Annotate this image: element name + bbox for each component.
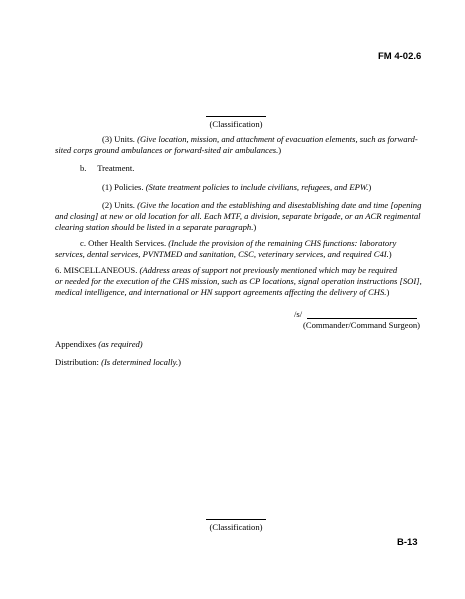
para-b-title: Treatment.	[97, 163, 135, 173]
para-6-text3: medical intelligence, and international or HN support agreements affecting the delivery of CHS.	[55, 287, 387, 297]
para-6-close: )	[386, 287, 390, 297]
appendixes	[55, 339, 143, 350]
page-number: B-13	[397, 537, 418, 548]
distribution	[55, 357, 181, 368]
distribution-label: Distribution:	[55, 357, 102, 367]
classification-top: (Classification)	[209, 119, 263, 129]
para-b-treatment	[80, 163, 134, 174]
para-b-label: b.	[80, 163, 87, 173]
para-6-line1	[55, 265, 397, 276]
para-c-line2	[55, 249, 392, 260]
signature-mark: /s/	[294, 309, 303, 319]
classification-bottom: (Classification)	[209, 522, 263, 532]
para-c-line1	[80, 238, 396, 249]
para-1-close: )	[368, 182, 372, 192]
para-2-text3: clearing station should be listed in a separate paragraph.	[55, 222, 254, 232]
para-3-units-close: )	[278, 145, 282, 155]
para-3-units-line2	[55, 145, 281, 156]
distribution-value: (Is determined locally.	[101, 357, 179, 367]
para-3-units-label: (3) Units.	[102, 134, 138, 144]
para-3-units-text2: sited corps ground ambulances or forward-sited air ambulances.	[55, 145, 279, 155]
appendixes-value: (as required)	[98, 339, 143, 349]
classification-rule-bottom	[206, 519, 266, 520]
signature-title: (Commander/Command Surgeon)	[303, 320, 421, 330]
para-6-line3	[55, 287, 389, 298]
signature-line	[307, 318, 417, 319]
para-c-close: )	[388, 249, 392, 259]
para-2-text1: (Give the location and the establishing and disestablishing date and time [opening	[137, 200, 422, 210]
para-c-text1: (Include the provision of the remaining CHS functions: laboratory	[168, 238, 397, 248]
para-2-label: (2) Units.	[102, 200, 138, 210]
para-1-policies	[102, 182, 371, 193]
para-6-text1: (Address areas of support not previously mentioned which may be required	[139, 265, 398, 275]
manual-id: FM 4-02.6	[378, 51, 422, 62]
para-6-line2: or needed for the execution of the CHS mission, such as CP locations, signal operation instructions [SOI],	[55, 276, 422, 286]
para-3-units-line1	[102, 134, 418, 145]
para-6-label: 6. MISCELLANEOUS.	[55, 265, 140, 275]
para-2-close: )	[253, 222, 257, 232]
para-c-text2: services, dental services, PVNTMED and sanitation, CSC, veterinary services, and required C4I.	[55, 249, 389, 259]
para-2-units-line3	[55, 222, 256, 233]
para-1-text: (State treatment policies to include civilians, refugees, and EPW.	[145, 182, 369, 192]
para-c-label: c. Other Health Services.	[80, 238, 169, 248]
para-2-units-line1	[102, 200, 421, 211]
classification-rule-top	[206, 116, 266, 117]
para-1-label: (1) Policies.	[102, 182, 146, 192]
appendixes-label: Appendixes	[55, 339, 99, 349]
para-2-units-line2: and closing] at new or old location for all. Each MTF, a division, separate brigade, or an ACR regimental	[55, 211, 421, 221]
para-3-units-text1: (Give location, mission, and attachment of evacuation elements, such as forward-	[137, 134, 418, 144]
distribution-close: )	[178, 357, 182, 367]
